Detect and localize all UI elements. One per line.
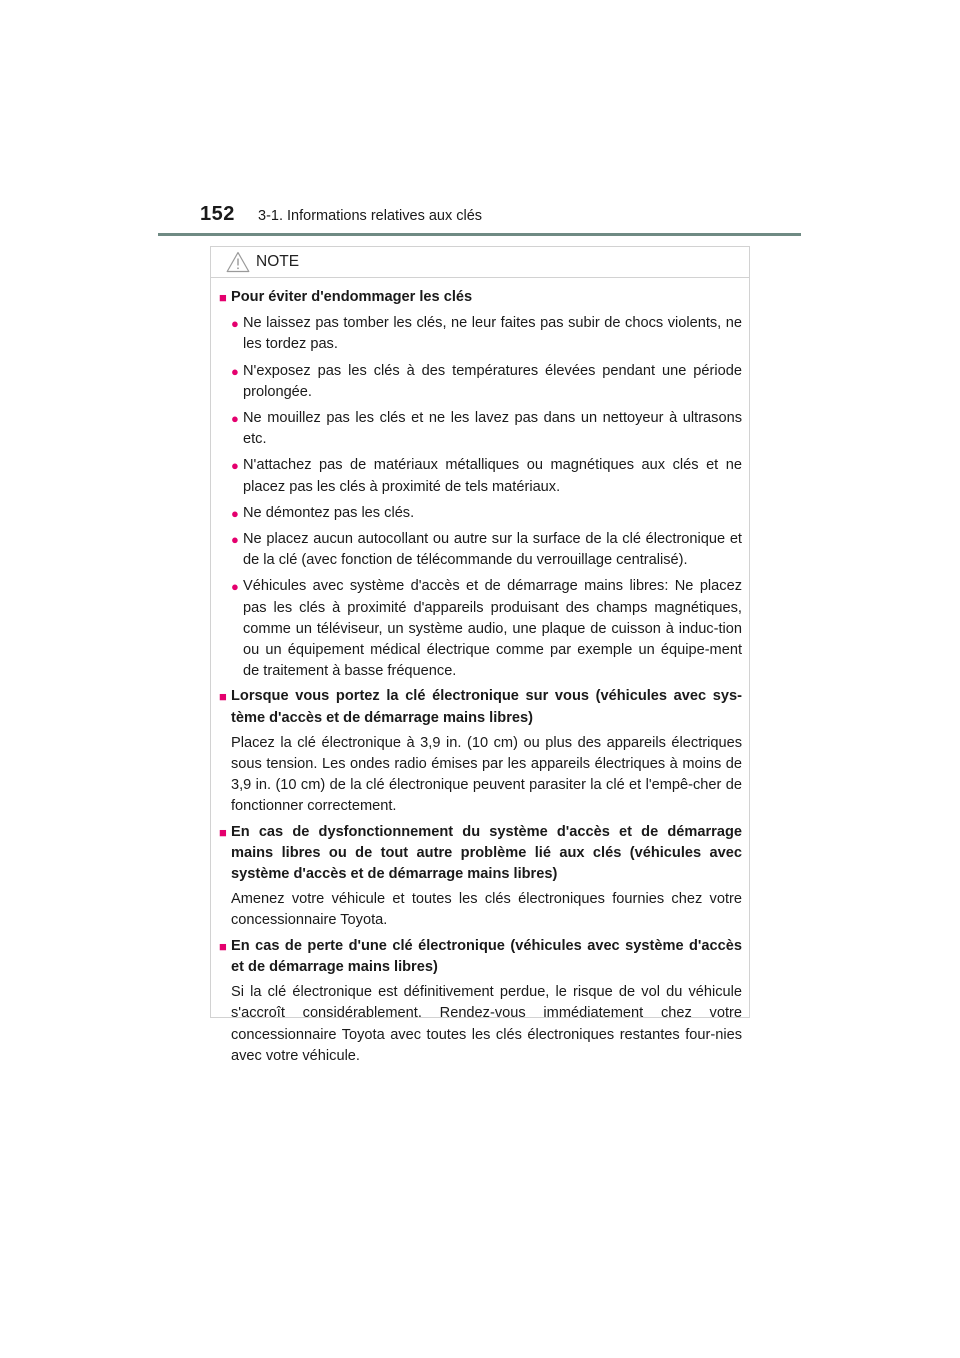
page-number: 152 bbox=[200, 203, 235, 225]
warning-triangle-icon bbox=[226, 251, 250, 273]
note-body bbox=[211, 278, 749, 1067]
section-title: 3-1. Informations relatives aux clés bbox=[258, 208, 483, 224]
round-bullet-icon: ● bbox=[231, 316, 239, 332]
round-bullet-icon: ● bbox=[231, 363, 239, 379]
square-bullet-icon: ■ bbox=[219, 290, 227, 305]
note-section bbox=[219, 686, 742, 817]
section-heading: ■ En cas de perte d'une clé électronique (véhicules avec système d'accès et de démarrage mains libres) bbox=[219, 936, 742, 978]
section-heading: ■ En cas de dysfonctionnement du système d'accès et de démarrage mains libres ou de tout autre problème lié aux clés (véhicules avec système d'accès et de démarrage mains libres) bbox=[219, 822, 742, 886]
list-item: ● Ne démontez pas les clés. bbox=[219, 503, 742, 524]
round-bullet-icon: ● bbox=[231, 411, 239, 427]
square-bullet-icon: ■ bbox=[219, 824, 227, 840]
list-item: ● Ne laissez pas tomber les clés, ne leur faites pas subir de chocs violents, ne les tordez pas. bbox=[219, 313, 742, 355]
list-item: ● N'exposez pas les clés à des températures élevées pendant une période prolongée. bbox=[219, 361, 742, 403]
round-bullet-icon: ● bbox=[231, 458, 239, 474]
note-section bbox=[219, 822, 742, 932]
note-header bbox=[211, 247, 749, 278]
section-paragraph: Placez la clé électronique à 3,9 in. (10 cm) ou plus des appareils électriques sous tension. Les ondes radio émises par les appareils électriques à moins de 3,9 in. (10 cm) de la clé électronique peuvent parasiter la clé et l'empê-cher de fonctionner correctement. bbox=[231, 734, 742, 815]
list-item: ● Véhicules avec système d'accès et de démarrage mains libres: Ne placez pas les clés à proximité d'appareils produisant des champs magnétiques, comme un téléviseur, un système audio, une plaque de cuisson à induc-tion ou un équipement médical électrique comme par exemple un équipe-ment de traitement à basse fréquence. bbox=[219, 576, 742, 682]
list-item: ● Ne placez aucun autocollant ou autre sur la surface de la clé électronique et de la clé (avec fonction de télécommande du verrouillage centralisé). bbox=[219, 529, 742, 571]
section-heading: ■ Lorsque vous portez la clé électronique sur vous (véhicules avec sys-tème d'accès et de démarrage mains libres) bbox=[219, 686, 742, 728]
list-item: ● N'attachez pas de matériaux métalliques ou magnétiques aux clés et ne placez pas les clés à proximité de tels matériaux. bbox=[219, 455, 742, 497]
note-section bbox=[219, 287, 742, 682]
section-paragraph: Amenez votre véhicule et toutes les clés électroniques fournies chez votre concessionnaire Toyota. bbox=[231, 891, 742, 929]
square-bullet-icon: ■ bbox=[219, 938, 227, 954]
square-bullet-icon: ■ bbox=[219, 689, 227, 705]
bullet-list bbox=[219, 313, 742, 682]
header-rule bbox=[158, 233, 801, 236]
round-bullet-icon: ● bbox=[231, 532, 239, 548]
round-bullet-icon: ● bbox=[231, 579, 239, 595]
list-item: ● Ne mouillez pas les clés et ne les lavez pas dans un nettoyeur à ultrasons etc. bbox=[219, 408, 742, 450]
round-bullet-icon: ● bbox=[231, 505, 239, 521]
section-heading: ■ Pour éviter d'endommager les clés bbox=[219, 287, 742, 308]
note-label: NOTE bbox=[256, 253, 300, 270]
note-section bbox=[219, 936, 742, 1067]
section-paragraph: Si la clé électronique est définitivement perdue, le risque de vol du véhicule s'accroît considérablement. Rendez-vous immédiatement chez votre concessionnaire Toyota avec toutes les clés électroniques restantes four-nies avec votre véhicule. bbox=[231, 984, 742, 1064]
note-box bbox=[210, 246, 750, 1064]
